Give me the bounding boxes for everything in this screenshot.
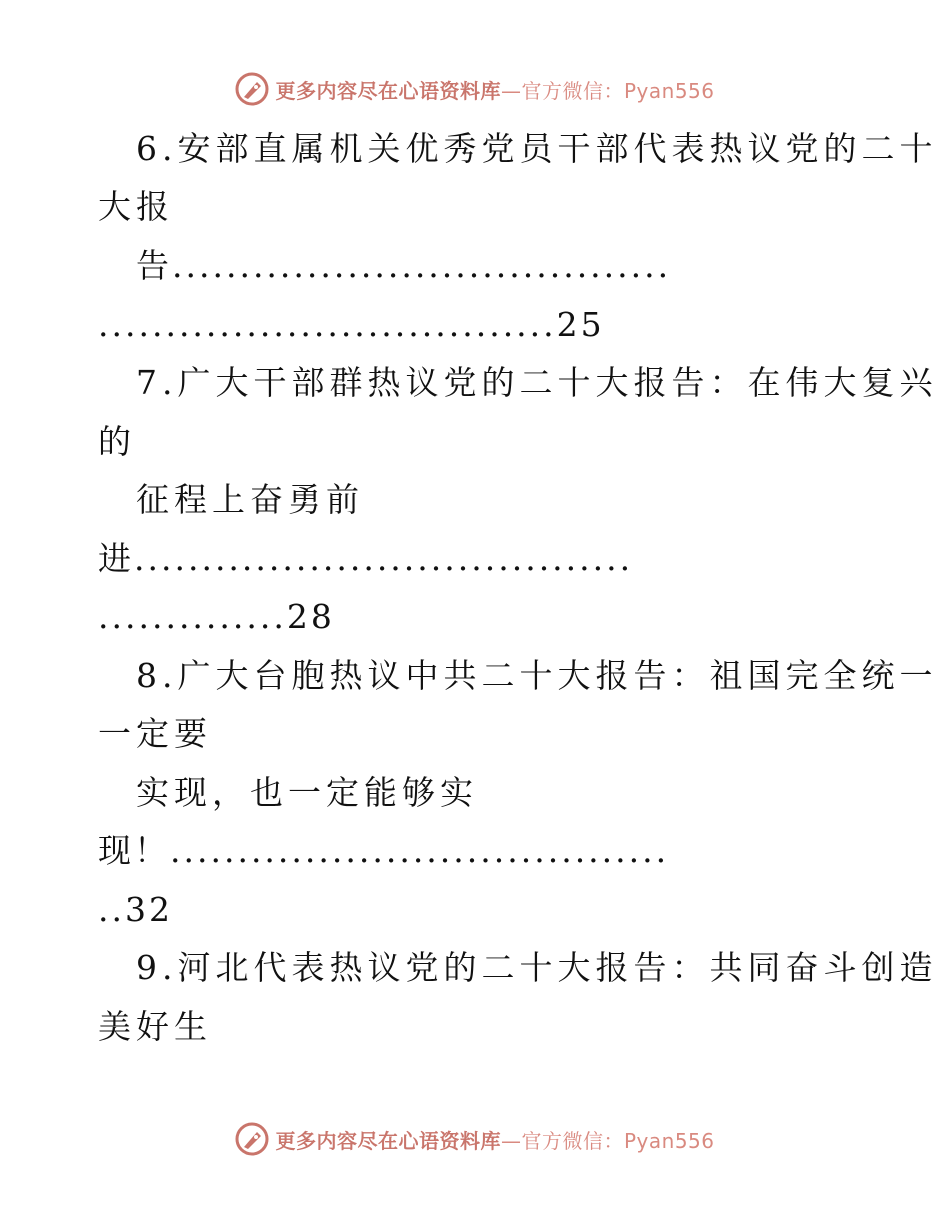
toc-entry-9-title-cont[interactable]: 美好生 <box>98 1007 212 1046</box>
toc-entry-8-title-cont2[interactable]: 实现，也一定能够实 <box>136 773 478 812</box>
watermark-label: 官方微信： <box>521 78 624 103</box>
watermark-handle: Pyan556 <box>623 78 715 103</box>
watermark-label: 官方微信： <box>521 1128 624 1153</box>
toc-entry-7-page[interactable]: ..............28 <box>98 597 335 636</box>
pen-nib-logo-icon <box>235 72 269 106</box>
toc-entry-7-leader[interactable]: 进..................................... <box>98 539 634 578</box>
toc-entry-6-page[interactable]: ..................................25 <box>98 305 605 344</box>
pen-nib-logo-icon <box>235 1122 269 1156</box>
watermark-brand-text: 更多内容尽在心语资料库 <box>275 1128 501 1153</box>
header-watermark <box>0 72 950 106</box>
footer-watermark <box>0 1122 950 1156</box>
toc-entry-9-title[interactable]: 9.河北代表热议党的二十大报告：共同奋斗创造 <box>136 948 938 987</box>
toc-entry-8-title-cont[interactable]: 一定要 <box>98 714 212 753</box>
toc-entry-6-leader[interactable]: 告..................................... <box>136 246 672 285</box>
toc-entry-6-title[interactable]: 6.安部直属机关优秀党员干部代表热议党的二十 <box>136 129 938 168</box>
toc-entry-6-title-cont[interactable]: 大报 <box>98 187 174 226</box>
toc-entry-8-page[interactable]: ..32 <box>98 890 173 929</box>
toc-entry-8-title[interactable]: 8.广大台胞热议中共二十大报告：祖国完全统一 <box>136 656 938 695</box>
toc-entry-7-title-cont2[interactable]: 征程上奋勇前 <box>136 480 364 519</box>
watermark-handle: Pyan556 <box>623 1128 715 1153</box>
watermark-separator: — <box>500 78 522 103</box>
toc-entry-8-leader[interactable]: 现！..................................... <box>98 831 670 870</box>
toc-entry-7-title[interactable]: 7.广大干部群热议党的二十大报告：在伟大复兴 <box>136 363 938 402</box>
watermark-brand-text: 更多内容尽在心语资料库 <box>275 78 501 103</box>
watermark-separator: — <box>500 1128 522 1153</box>
toc-entry-7-title-cont[interactable]: 的 <box>98 422 136 461</box>
